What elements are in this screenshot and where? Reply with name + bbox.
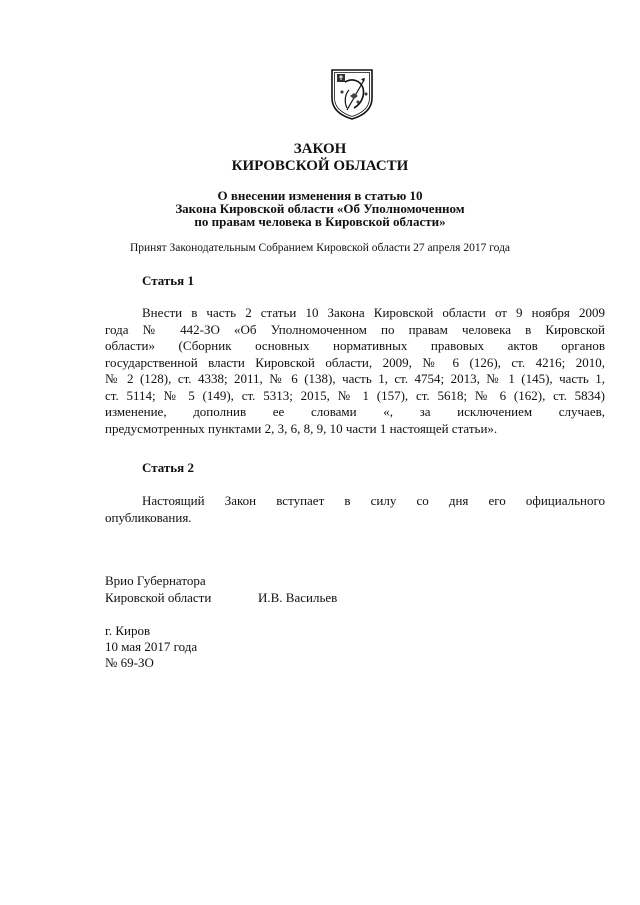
place-of-signing: г. Киров: [105, 623, 151, 638]
text-line: области» (Сборник основных нормативных правовых актов органов: [105, 338, 605, 353]
text-line: Настоящий Закон вступает в силу со дня его официального: [142, 493, 605, 508]
law-region: КИРОВСКОЙ ОБЛАСТИ: [231, 158, 409, 174]
text-line: Внести в часть 2 статьи 10 Закона Кировской области от 9 ноября 2009: [142, 305, 605, 320]
text-line: изменение, дополнив ее словами «, за исключением случаев,: [105, 404, 605, 419]
signatory-role: Врио Губернатора: [105, 573, 206, 588]
text-line: предусмотренных пунктами 2, 3, 6, 8, 9, 10 части 1 настоящей статьи».: [105, 420, 498, 436]
article-2-heading: Статья 2: [142, 460, 194, 475]
subtitle-line: О внесении изменения в статью 10: [217, 188, 423, 203]
text-line: ст. 5114; № 5 (149), ст. 5313; 2015, № 1 (157), ст. 5618; № 6 (162), ст. 5834): [105, 387, 605, 403]
law-title: ЗАКОН: [293, 141, 347, 157]
law-number: № 69-ЗО: [105, 655, 154, 670]
article-1-text: [105, 305, 605, 437]
article-1-heading: Статья 1: [142, 273, 194, 288]
text-line: года № 442-ЗО «Об Уполномоченном по правам человека в Кировской: [105, 321, 605, 337]
subtitle-line: Закона Кировской области «Об Уполномоченном: [175, 201, 465, 216]
text-line: № 2 (128), ст. 4338; 2011, № 6 (138), часть 1, ст. 4754; 2013, № 1 (145), часть 1,: [105, 371, 605, 386]
text-line: государственной власти Кировской области, 2009, № 6 (126), ст. 4216; 2010,: [105, 354, 605, 370]
signatory-name: И.В. Васильев: [258, 590, 338, 605]
signing-date: 10 мая 2017 года: [105, 639, 198, 654]
law-subtitle: [0, 189, 640, 228]
coat-of-arms-icon: [330, 68, 374, 120]
subtitle-line: по правам человека в Кировской области»: [194, 214, 446, 229]
text-line: опубликования.: [105, 509, 192, 525]
signatory-region: Кировской области: [105, 590, 212, 605]
article-2-text: [105, 493, 605, 526]
adoption-note: Принят Законодательным Собранием Кировской области 27 апреля 2017 года: [129, 242, 511, 254]
